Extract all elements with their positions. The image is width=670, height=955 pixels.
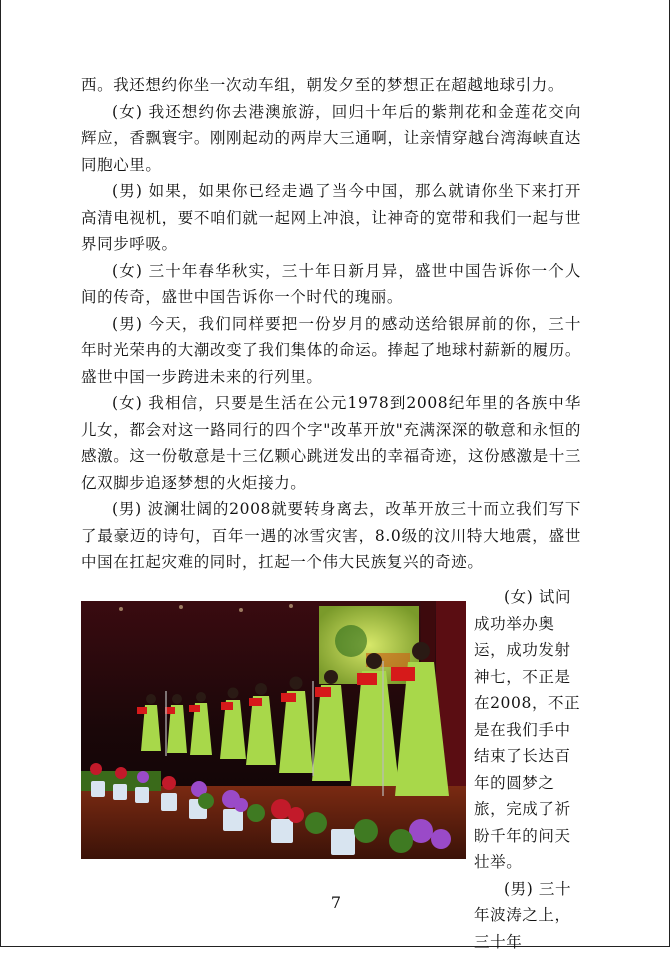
choir-performance-image	[81, 601, 466, 859]
main-text	[81, 72, 581, 576]
paragraph: (女) 三十年春华秋实，三十年日新月异，盛世中国告诉你一个人间的传奇，盛世中国告诉你一个时代的瑰丽。	[81, 258, 581, 311]
page-number: 7	[1, 893, 670, 912]
paragraph: (男) 今天，我们同样要把一份岁月的感动送给银屏前的你，三十年时光荣冉的大潮改变了我们集体的命运。捧起了地球村薪新的履历。盛世中国一步跨进未来的行列里。	[81, 311, 581, 391]
paragraph: (男) 波澜壮阔的2008就要转身离去，改革开放三十而立我们写下了最豪迈的诗句，百年一遇的冰雪灾害，8.0级的汶川特大地震，盛世中国在扛起灾难的同时，扛起一个伟大民族复兴的奇迹。	[81, 496, 581, 576]
paragraph: (女) 我相信，只要是生活在公元1978到2008纪年里的各族中华儿女，都会对这一路同行的四个字"改革开放"充满深深的敬意和永恒的感激。这一份敬意是十三亿颗心跳迸发出的幸福奇迹，这份感激是十三亿双脚步追逐梦想的火炬接力。	[81, 390, 581, 496]
performance-photo	[81, 601, 466, 859]
paragraph: (女) 我还想约你去港澳旅游，回归十年后的紫荆花和金莲花交向辉应，香飘寰宇。刚刚起动的两岸大三通啊，让亲情穿越台湾海峡直达同胞心里。	[81, 99, 581, 179]
paragraph: 西。我还想约你坐一次动车组，朝发夕至的梦想正在超越地球引力。	[81, 72, 581, 99]
paragraph: (男) 三十年波涛之上，三十年	[474, 876, 586, 955]
paragraph: (女) 试问成功举办奥运，成功发射神七，不正是在2008，不正是在我们手中结束了长达百年的圆梦之旅，完成了祈盼千年的问天壮举。	[474, 584, 586, 876]
paragraph: (男) 如果，如果你已经走過了当今中国，那么就请你坐下来打开高清电视机，要不咱们就一起网上冲浪，让神奇的宽带和我们一起与世界同步呼吸。	[81, 178, 581, 258]
